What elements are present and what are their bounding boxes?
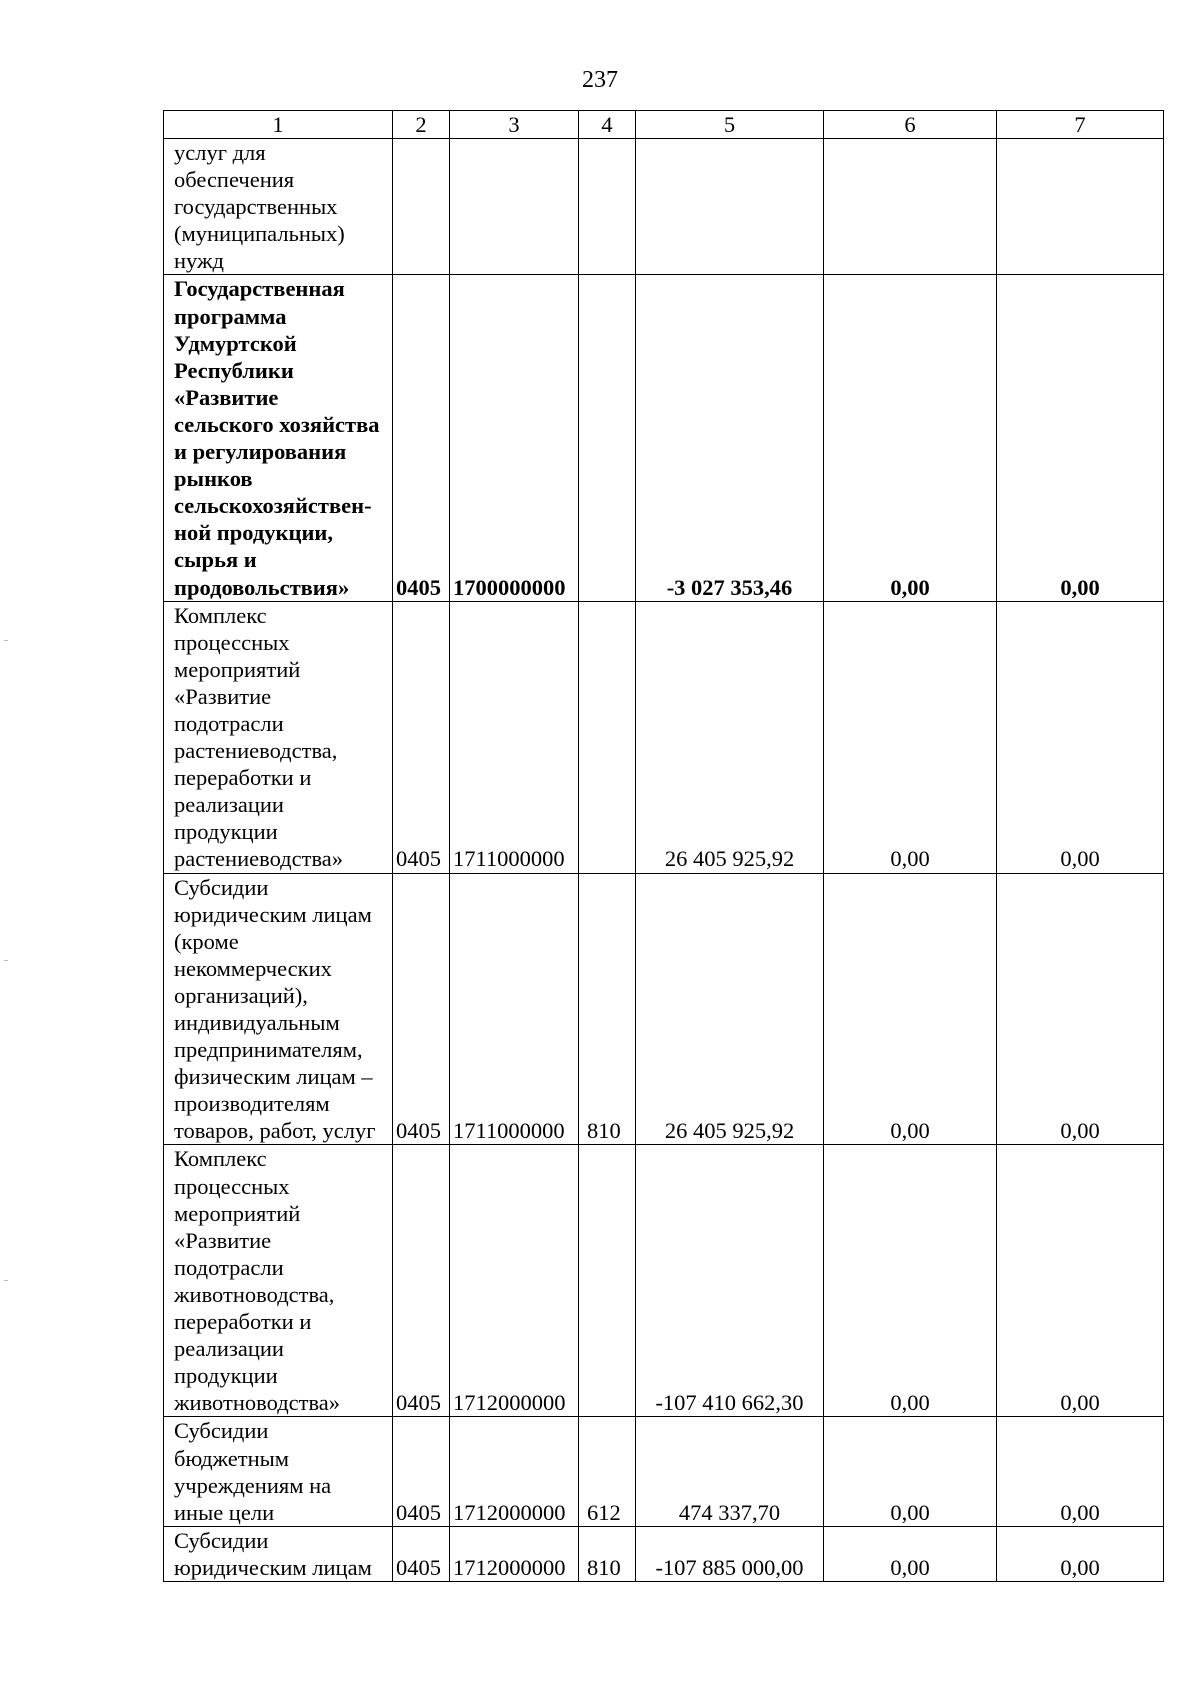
section-code (393, 139, 450, 275)
target-code (450, 139, 579, 275)
expense-type-code: 810 (579, 1526, 636, 1581)
target-code: 1700000000 (450, 275, 579, 601)
section-code: 0405 (393, 873, 450, 1145)
column-header: 7 (997, 111, 1164, 139)
amount-col5: -107 885 000,00 (636, 1526, 824, 1581)
amount-col6: 0,00 (824, 601, 997, 873)
amount-col7: 0,00 (997, 275, 1164, 601)
amount-col7: 0,00 (997, 1417, 1164, 1526)
section-code: 0405 (393, 1417, 450, 1526)
table-row (164, 1417, 1164, 1526)
target-code: 1712000000 (450, 1417, 579, 1526)
amount-col6 (824, 139, 997, 275)
expense-type-code (579, 1145, 636, 1417)
item-name: Субсидии юридическим лицам (164, 1526, 393, 1581)
amount-col7: 0,00 (997, 873, 1164, 1145)
table-row (164, 139, 1164, 275)
item-name: Государственная программа Удмуртской Республики «Развитие сельского хозяйства и регулирования рынков сельскохозяйствен- ной продукции, сырья и продовольствия» (164, 275, 393, 601)
section-code: 0405 (393, 1145, 450, 1417)
target-code: 1712000000 (450, 1526, 579, 1581)
amount-col7: 0,00 (997, 1145, 1164, 1417)
target-code: 1711000000 (450, 873, 579, 1145)
page-number: 237 (582, 67, 618, 93)
budget-table (163, 110, 1164, 1582)
column-header: 5 (636, 111, 824, 139)
target-code: 1712000000 (450, 1145, 579, 1417)
item-name: Субсидии бюджетным учреждениям на иные цели (164, 1417, 393, 1526)
amount-col5: 26 405 925,92 (636, 601, 824, 873)
amount-col7: 0,00 (997, 1526, 1164, 1581)
target-code: 1711000000 (450, 601, 579, 873)
expense-type-code (579, 601, 636, 873)
item-name: Комплекс процессных мероприятий «Развитие подотрасли животноводства, переработки и реализации продукции животноводства» (164, 1145, 393, 1417)
expense-type-code (579, 275, 636, 601)
amount-col5: 26 405 925,92 (636, 873, 824, 1145)
column-header: 4 (579, 111, 636, 139)
item-name: Комплекс процессных мероприятий «Развитие подотрасли растениеводства, переработки и реализации продукции растениеводства» (164, 601, 393, 873)
column-header: 3 (450, 111, 579, 139)
table-row (164, 1145, 1164, 1417)
amount-col6: 0,00 (824, 1145, 997, 1417)
item-name: услуг для обеспечения государственных (муниципальных) нужд (164, 139, 393, 275)
amount-col7: 0,00 (997, 601, 1164, 873)
column-header: 1 (164, 111, 393, 139)
table-row (164, 601, 1164, 873)
column-number-row (164, 111, 1164, 139)
table-row (164, 275, 1164, 601)
amount-col6: 0,00 (824, 1417, 997, 1526)
table-row (164, 873, 1164, 1145)
amount-col5: -107 410 662,30 (636, 1145, 824, 1417)
section-code: 0405 (393, 275, 450, 601)
amount-col6: 0,00 (824, 275, 997, 601)
expense-type-code: 612 (579, 1417, 636, 1526)
scan-margin-marks (0, 0, 12, 1686)
amount-col6: 0,00 (824, 1526, 997, 1581)
column-header: 2 (393, 111, 450, 139)
expense-type-code (579, 139, 636, 275)
amount-col5: -3 027 353,46 (636, 275, 824, 601)
table-row (164, 1526, 1164, 1581)
section-code: 0405 (393, 1526, 450, 1581)
amount-col6: 0,00 (824, 873, 997, 1145)
amount-col5: 474 337,70 (636, 1417, 824, 1526)
expense-type-code: 810 (579, 873, 636, 1145)
amount-col7 (997, 139, 1164, 275)
amount-col5 (636, 139, 824, 275)
section-code: 0405 (393, 601, 450, 873)
item-name: Субсидии юридическим лицам (кроме некоммерческих организаций), индивидуальным предпринимателям, физическим лицам – производителям товаров, работ, услуг (164, 873, 393, 1145)
column-header: 6 (824, 111, 997, 139)
